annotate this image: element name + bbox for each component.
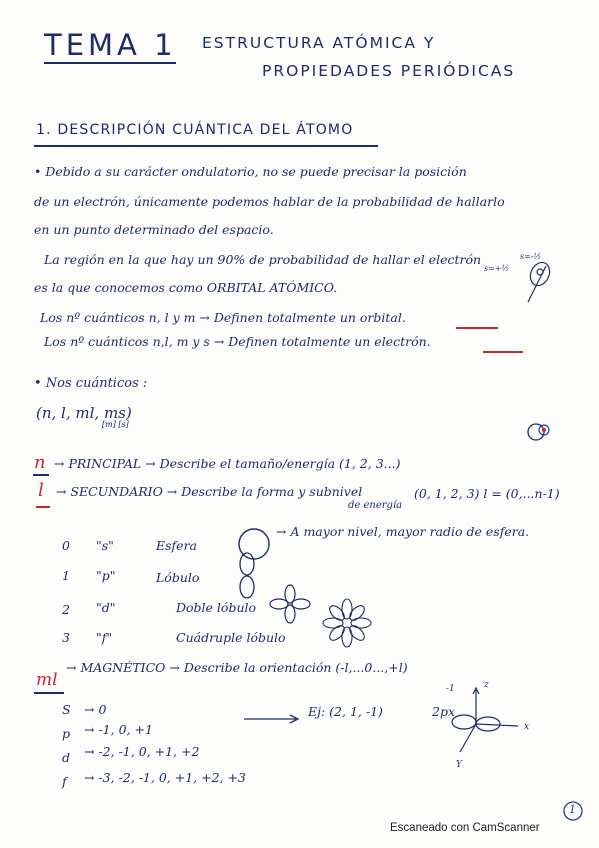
axis-y-label: Y [456,760,462,770]
magnetico-text: → MAGNÉTICO → Describe la orientación (-l,...0...,+l) [66,660,408,675]
orbital-label: "p" [96,568,116,583]
tema-underline [44,62,176,64]
orbital-desc: Doble lóbulo [176,600,257,615]
example-orbital-label: 2px [432,704,456,719]
orbital-desc: Lóbulo [156,570,200,585]
orbital-extra: → A mayor nivel, mayor radio de esfera. [276,524,530,539]
secundario-text: → SECUNDARIO → Describe la forma y subnivel [56,484,363,499]
paragraph-line-1: • Debido a su carácter ondulatorio, no se puede precisar la posición [34,164,467,179]
orbital-label: "s" [96,538,114,553]
paragraph-line-5: es la que conocemos como ORBITAL ATÓMICO. [34,280,338,295]
magnetico-symbol-underline [34,692,64,694]
principal-text: → PRINCIPAL → Describe el tamaño/energía (1, 2, 3...) [54,456,401,471]
paragraph-line-6: Los nº cuánticos n, l y m → Definen totalmente un orbital. [40,310,406,325]
ml-label-s: S [62,702,71,717]
axis-m-label: -1 [446,684,455,694]
secundario-values: (0, 1, 2, 3) l = (0,...n-1) [414,486,560,501]
scanner-watermark: Escaneado con CamScanner [390,822,540,834]
paragraph-line-4: La región en la que hay un 90% de probabilidad de hallar el electrón [44,252,482,267]
paragraph-line-7: Los nº cuánticos n,l, m y s → Definen totalmente un electrón. [44,334,431,349]
principal-symbol: n [34,452,46,473]
spin-diagram-icon [518,262,558,312]
atom-sketch-icon [520,420,560,444]
ml-values-s: → 0 [84,702,107,717]
ml-label-f: f [62,774,67,789]
principal-symbol-underline [33,474,49,476]
electron-underline [483,351,523,353]
quadruple-lobe-orbital-icon [320,598,374,648]
lobe-orbital-icon [232,552,262,600]
ml-label-d: d [62,750,71,765]
section-underline [34,145,378,147]
quantum-numbers-sub: [m] [s] [102,420,129,429]
orbital-n: 2 [62,602,70,617]
spin-plus-label: s=+½ [484,264,510,273]
page-number: 1 [569,803,576,816]
double-lobe-orbital-icon [268,584,312,624]
orbital-desc: Esfera [156,538,197,553]
example-arrow-icon [244,714,304,724]
orbital-label: "f" [96,630,113,645]
axis-z-label: z [484,680,489,690]
example-text: Ej: (2, 1, -1) [308,704,383,719]
quantum-numbers-heading: • Nos cuánticos : [34,376,148,391]
orbital-n: 1 [62,568,70,583]
paragraph-line-2: de un electrón, únicamente podemos hablar de la probabilidad de hallarlo [34,194,505,209]
section-heading: 1. DESCRIPCIÓN CUÁNTICA DEL ÁTOMO [36,122,354,138]
orbital-underline [456,327,498,329]
ml-values-d: → -2, -1, 0, +1, +2 [84,744,200,759]
ml-label-p: p [62,726,71,741]
px-orbital-axes-icon [446,682,526,762]
title-line-1: ESTRUCTURA ATÓMICA Y [202,34,436,52]
orbital-n: 0 [62,538,70,553]
quantum-numbers-tuple: (n, l, ml, ms) [36,404,132,422]
secundario-symbol-underline [36,506,50,508]
tema-title: TEMA 1 [44,28,177,62]
orbital-desc: Cuádruple lóbulo [176,630,286,645]
title-line-2: PROPIEDADES PERIÓDICAS [262,62,516,80]
spin-minus-label: s=-½ [520,252,542,261]
axis-x-label: x [524,722,530,732]
secundario-symbol: l [38,480,44,501]
ml-values-p: → -1, 0, +1 [84,722,153,737]
paragraph-line-3: en un punto determinado del espacio. [34,222,274,237]
magnetico-symbol: ml [36,670,58,690]
secundario-text-2: de energía [348,500,403,511]
orbital-n: 3 [62,630,70,645]
orbital-label: "d" [96,600,116,615]
ml-values-f: → -3, -2, -1, 0, +1, +2, +3 [84,770,246,785]
